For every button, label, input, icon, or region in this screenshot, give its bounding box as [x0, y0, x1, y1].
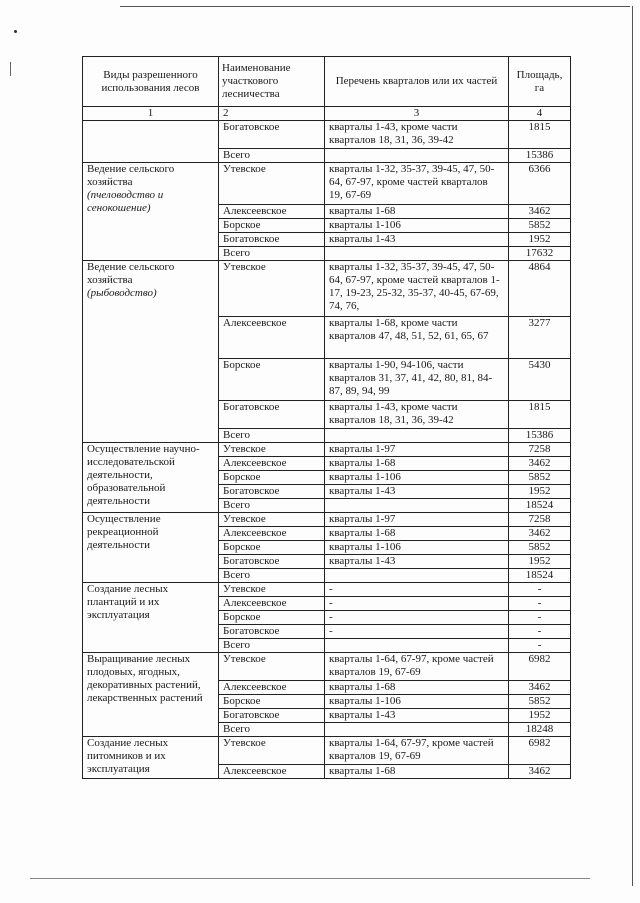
table-row: [83, 583, 571, 597]
quarters-cell: -: [325, 583, 509, 597]
forestry-cell: Утевское: [219, 653, 325, 681]
use-type-cell: Выращивание лесных плодовых, ягодных, декоративных растений, лекарственных растений: [83, 653, 219, 737]
scan-edge-bottom: [30, 878, 590, 879]
forestry-cell: Богатовское: [219, 555, 325, 569]
area-cell: 3462: [509, 205, 571, 219]
quarters-cell: кварталы 1-68: [325, 527, 509, 541]
forestry-cell: Алексеевское: [219, 765, 325, 779]
quarters-cell: кварталы 1-90, 94-106, части кварталов 31, 37, 41, 42, 80, 81, 84-87, 89, 94, 99: [325, 359, 509, 401]
quarters-cell: кварталы 1-106: [325, 695, 509, 709]
area-cell: 3462: [509, 457, 571, 471]
quarters-cell: -: [325, 611, 509, 625]
area-cell: -: [509, 639, 571, 653]
area-cell: 7258: [509, 513, 571, 527]
forestry-cell: Всего: [219, 149, 325, 163]
forestry-cell: Борское: [219, 471, 325, 485]
quarters-cell: -: [325, 597, 509, 611]
scan-edge-right: [632, 6, 633, 886]
quarters-cell: [325, 429, 509, 443]
forestry-cell: Алексеевское: [219, 205, 325, 219]
quarters-cell: кварталы 1-68, кроме части кварталов 47, 48, 51, 52, 61, 65, 67: [325, 317, 509, 359]
forestry-cell: Утевское: [219, 583, 325, 597]
header-quarters: Перечень кварталов или их частей: [325, 57, 509, 107]
quarters-cell: кварталы 1-97: [325, 513, 509, 527]
area-cell: 18524: [509, 569, 571, 583]
forestry-cell: Утевское: [219, 513, 325, 527]
forestry-cell: Всего: [219, 247, 325, 261]
forestry-cell: Богатовское: [219, 709, 325, 723]
column-number-row: [83, 107, 571, 121]
forestry-cell: Богатовское: [219, 121, 325, 149]
forestry-cell: Утевское: [219, 261, 325, 317]
forestry-cell: Богатовское: [219, 485, 325, 499]
area-cell: 5852: [509, 471, 571, 485]
area-cell: 3462: [509, 681, 571, 695]
quarters-cell: кварталы 1-43: [325, 485, 509, 499]
forestry-cell: Богатовское: [219, 401, 325, 429]
quarters-cell: кварталы 1-32, 35-37, 39-45, 47, 50-64, 67-97, кроме частей кварталов 1-17, 19-23, 25-32, 35-37, 40-45, 67-69, 74, 76,: [325, 261, 509, 317]
forestry-cell: Борское: [219, 359, 325, 401]
area-cell: 5852: [509, 695, 571, 709]
table-row: [83, 261, 571, 317]
quarters-cell: кварталы 1-64, 67-97, кроме частей кварталов 19, 67-69: [325, 653, 509, 681]
forestry-cell: Всего: [219, 723, 325, 737]
forestry-cell: Всего: [219, 569, 325, 583]
area-cell: 1952: [509, 233, 571, 247]
quarters-cell: кварталы 1-106: [325, 541, 509, 555]
use-type-cell: [83, 121, 219, 163]
quarters-cell: [325, 247, 509, 261]
forestry-cell: Богатовское: [219, 233, 325, 247]
use-type-label: Ведение сельского хозяйства: [87, 261, 175, 286]
quarters-cell: кварталы 1-43: [325, 555, 509, 569]
scan-edge-top: [120, 6, 630, 7]
scan-speck-dash: [10, 62, 11, 76]
forestry-cell: Алексеевское: [219, 457, 325, 471]
col-number-2: 2: [219, 107, 325, 121]
forestry-cell: Всего: [219, 499, 325, 513]
area-cell: 3462: [509, 765, 571, 779]
header-forestry: Наименование участкового лесничества: [219, 57, 325, 107]
quarters-cell: кварталы 1-64, 67-97, кроме частей кварталов 19, 67-69: [325, 737, 509, 765]
forestry-cell: Борское: [219, 695, 325, 709]
area-cell: 6982: [509, 653, 571, 681]
forestry-cell: Всего: [219, 429, 325, 443]
forestry-cell: Борское: [219, 611, 325, 625]
quarters-cell: кварталы 1-32, 35-37, 39-45, 47, 50-64, 67-97, кроме частей кварталов 19, 67-69: [325, 163, 509, 205]
quarters-cell: кварталы 1-68: [325, 681, 509, 695]
area-cell: 1952: [509, 485, 571, 499]
forestry-cell: Утевское: [219, 163, 325, 205]
table-row: [83, 653, 571, 681]
quarters-cell: кварталы 1-68: [325, 205, 509, 219]
scan-speck: [14, 30, 17, 33]
area-cell: 3277: [509, 317, 571, 359]
area-cell: 5852: [509, 219, 571, 233]
forestry-cell: Утевское: [219, 737, 325, 765]
quarters-cell: кварталы 1-43: [325, 233, 509, 247]
area-cell: -: [509, 625, 571, 639]
area-cell: 3462: [509, 527, 571, 541]
quarters-cell: [325, 569, 509, 583]
quarters-cell: кварталы 1-43: [325, 709, 509, 723]
forestry-cell: Борское: [219, 541, 325, 555]
quarters-cell: кварталы 1-43, кроме части кварталов 18, 31, 36, 39-42: [325, 401, 509, 429]
use-type-note: (пчеловодство и сенокошение): [87, 189, 164, 214]
use-type-cell: Создание лесных питомников и их эксплуатация: [83, 737, 219, 779]
col-number-1: 1: [83, 107, 219, 121]
area-cell: 17632: [509, 247, 571, 261]
table-row: [83, 737, 571, 765]
area-cell: 1952: [509, 709, 571, 723]
area-cell: 6366: [509, 163, 571, 205]
forestry-cell: Утевское: [219, 443, 325, 457]
area-cell: 15386: [509, 149, 571, 163]
quarters-cell: кварталы 1-97: [325, 443, 509, 457]
quarters-cell: [325, 723, 509, 737]
quarters-cell: -: [325, 625, 509, 639]
area-cell: 1815: [509, 401, 571, 429]
col-number-3: 3: [325, 107, 509, 121]
quarters-cell: кварталы 1-43, кроме части кварталов 18, 31, 36, 39-42: [325, 121, 509, 149]
quarters-cell: [325, 639, 509, 653]
table-row: [83, 163, 571, 205]
forestry-cell: Богатовское: [219, 625, 325, 639]
use-type-cell: Осуществление научно-исследовательской деятельности, образовательной деятельности: [83, 443, 219, 513]
area-cell: 15386: [509, 429, 571, 443]
forestry-cell: Алексеевское: [219, 681, 325, 695]
quarters-cell: кварталы 1-68: [325, 765, 509, 779]
header-area: Площадь, га: [509, 57, 571, 107]
use-type-cell: [83, 163, 219, 261]
area-cell: 5852: [509, 541, 571, 555]
area-cell: 7258: [509, 443, 571, 457]
area-cell: 1952: [509, 555, 571, 569]
header-use-type: Виды разрешенного использования лесов: [83, 57, 219, 107]
area-cell: 18248: [509, 723, 571, 737]
quarters-cell: кварталы 1-106: [325, 471, 509, 485]
forest-use-table: [82, 56, 571, 779]
area-cell: 4864: [509, 261, 571, 317]
col-number-4: 4: [509, 107, 571, 121]
forestry-cell: Алексеевское: [219, 597, 325, 611]
use-type-cell: Осуществление рекреационной деятельности: [83, 513, 219, 583]
area-cell: 6982: [509, 737, 571, 765]
forestry-cell: Всего: [219, 639, 325, 653]
forestry-cell: Алексеевское: [219, 527, 325, 541]
use-type-cell: Создание лесных плантаций и их эксплуатация: [83, 583, 219, 653]
area-cell: -: [509, 597, 571, 611]
use-type-note: (рыбоводство): [87, 287, 157, 299]
area-cell: -: [509, 583, 571, 597]
quarters-cell: кварталы 1-106: [325, 219, 509, 233]
use-type-label: Ведение сельского хозяйства: [87, 163, 175, 188]
table-header-row: [83, 57, 571, 107]
table-row: [83, 443, 571, 457]
table-row: [83, 513, 571, 527]
quarters-cell: [325, 499, 509, 513]
area-cell: 1815: [509, 121, 571, 149]
area-cell: 5430: [509, 359, 571, 401]
area-cell: -: [509, 611, 571, 625]
quarters-cell: [325, 149, 509, 163]
quarters-cell: кварталы 1-68: [325, 457, 509, 471]
forestry-cell: Борское: [219, 219, 325, 233]
area-cell: 18524: [509, 499, 571, 513]
use-type-cell: [83, 261, 219, 443]
table-row: [83, 121, 571, 149]
forestry-cell: Алексеевское: [219, 317, 325, 359]
